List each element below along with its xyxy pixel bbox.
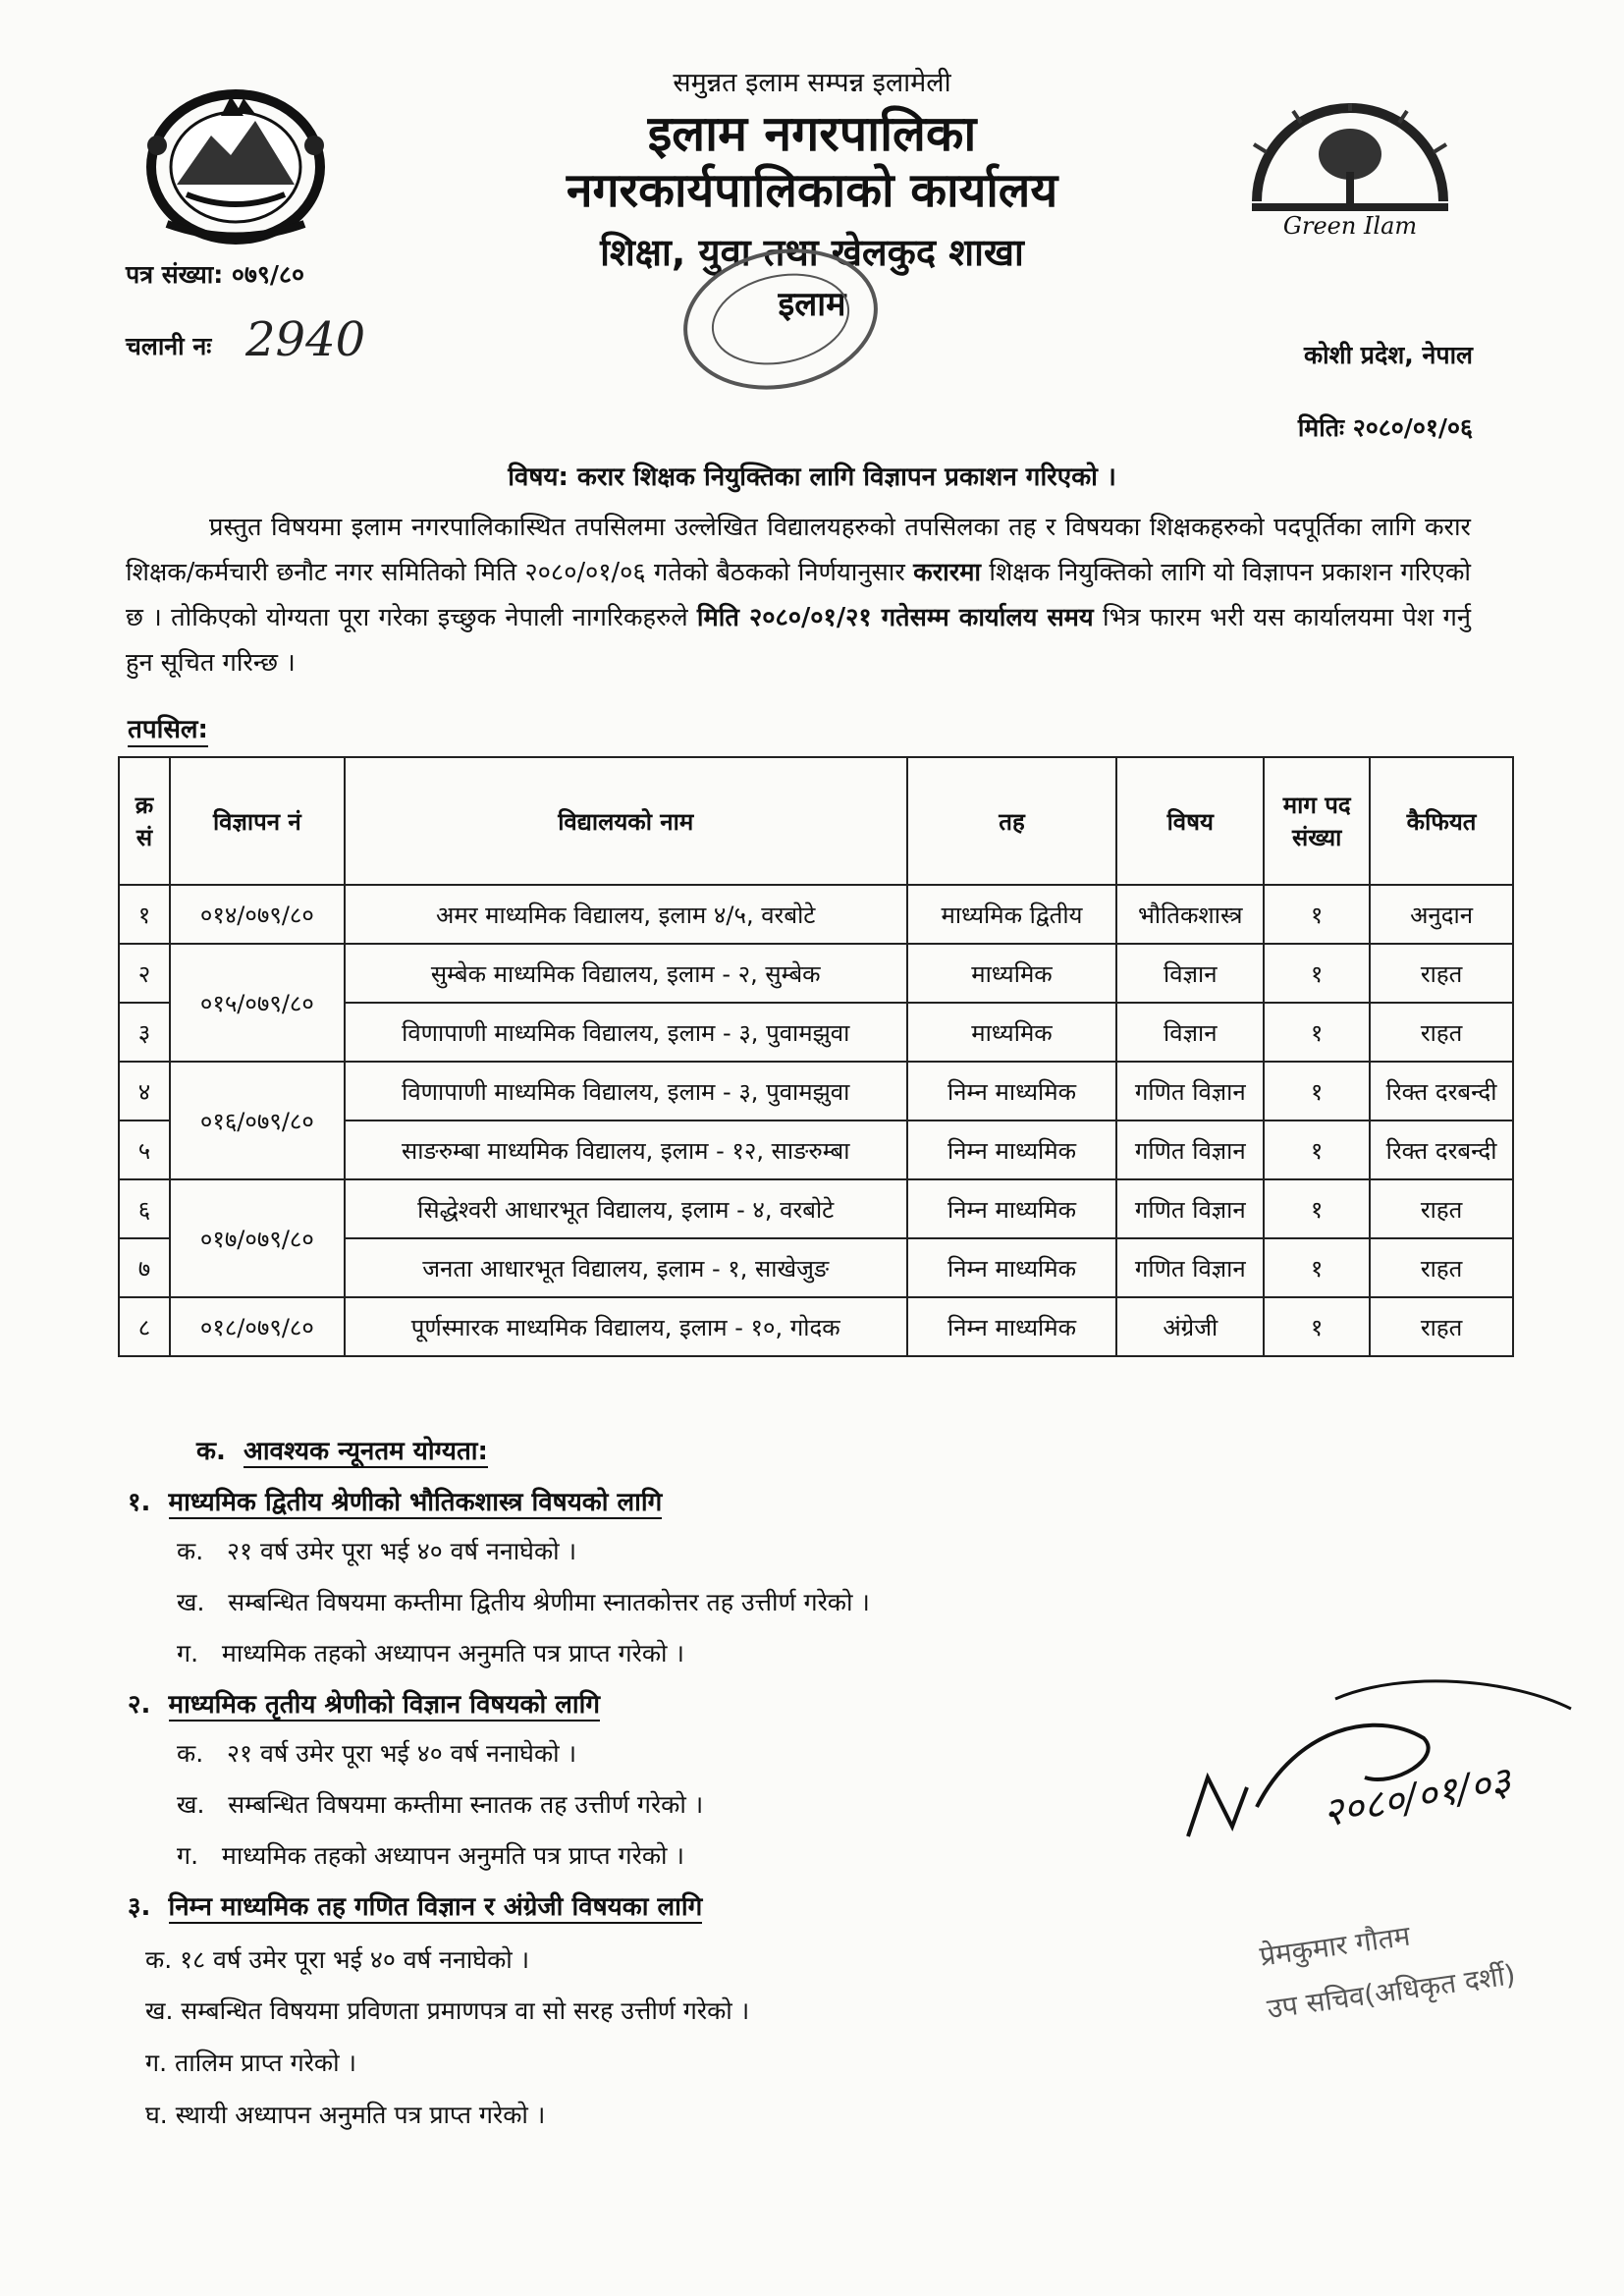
header-ad-number: विज्ञापन नं — [170, 757, 345, 885]
cell-ad-number: ०१५/०७९/८० — [170, 944, 345, 1062]
cell-school: विणापाणी माध्यमिक विद्यालय, इलाम - ३, पुवामझुवा — [345, 1062, 907, 1121]
qualification-title: आवश्यक न्यूनतम योग्यता: — [243, 1437, 488, 1466]
section-number: ३. — [128, 1892, 151, 1922]
cell-sn: ८ — [119, 1297, 170, 1356]
letter-date — [1298, 410, 1473, 444]
requirement-mark: ख. — [145, 1996, 174, 2025]
dispatch-number-value: 2940 — [245, 312, 366, 367]
requirement-text: २१ वर्ष उमेर पूरा भई ४० वर्ष ननाघेको । — [227, 1537, 577, 1565]
cell-remarks: रिक्त दरबन्दी — [1370, 1121, 1513, 1179]
cell-level: निम्न माध्यमिक — [907, 1179, 1117, 1238]
cell-level: निम्न माध्यमिक — [907, 1062, 1117, 1121]
slogan: समुन्नत इलाम सम्पन्न इलामेली — [673, 68, 951, 98]
cell-remarks: राहत — [1370, 1003, 1513, 1062]
city-name: इलाम — [778, 285, 846, 324]
header-sn: क्र सं — [119, 757, 170, 885]
nepal-emblem-icon — [128, 77, 344, 253]
requirement-item — [145, 1994, 749, 2027]
section-heading — [128, 1483, 662, 1518]
header-posts: माग पद संख्या — [1264, 757, 1370, 885]
cell-school: साङरुम्बा माध्यमिक विद्यालय, इलाम - १२, साङरुम्बा — [345, 1121, 907, 1179]
requirement-text: सम्बन्धित विषयमा कम्तीमा स्नातक तह उत्तीर्ण गरेको । — [228, 1790, 704, 1819]
cell-subject: गणित विज्ञान — [1116, 1238, 1264, 1297]
section-number: १. — [128, 1488, 151, 1517]
body-part-3: भित्र फारम भरी यस कार्यालयमा पेश गर्नु हुन सूचित गरिन्छ । — [126, 603, 1472, 678]
officer-stamp — [1257, 1894, 1590, 2094]
cell-posts: १ — [1264, 1062, 1370, 1121]
cell-school: अमर माध्यमिक विद्यालय, इलाम ४/५, वरबोटे — [345, 885, 907, 944]
cell-school: सिद्धेश्वरी आधारभूत विद्यालय, इलाम - ४, वरबोटे — [345, 1179, 907, 1238]
qualification-heading — [196, 1432, 488, 1467]
vacancy-table — [118, 756, 1514, 1357]
requirement-item — [145, 2098, 545, 2131]
requirement-item — [177, 1787, 703, 1821]
cell-ad-number: ०१८/०७९/८० — [170, 1297, 345, 1356]
cell-subject: विज्ञान — [1116, 1003, 1264, 1062]
cell-ad-number: ०१६/०७९/८० — [170, 1062, 345, 1179]
branch-name: शिक्षा, युवा तथा खेलकुद शाखा — [600, 231, 1024, 274]
cell-level: माध्यमिक — [907, 1003, 1117, 1062]
cell-posts: १ — [1264, 885, 1370, 944]
cell-posts: १ — [1264, 1179, 1370, 1238]
cell-remarks: राहत — [1370, 1238, 1513, 1297]
cell-level: निम्न माध्यमिक — [907, 1297, 1117, 1356]
cell-sn: ५ — [119, 1121, 170, 1179]
requirement-mark: घ. — [145, 2101, 168, 2129]
requirement-mark: ख. — [177, 1588, 205, 1616]
qualification-marker: क. — [196, 1437, 226, 1466]
table-row — [119, 1297, 1513, 1356]
body-bold-2: मिति २०८०/०१/२१ गतेसम्म कार्यालय समय — [696, 603, 1094, 632]
date-label: मितिः — [1297, 413, 1345, 442]
signature-icon — [1178, 1669, 1591, 1856]
requirement-text: माध्यमिक तहको अध्यापन अनुमति पत्र प्राप्त गरेको । — [221, 1639, 684, 1667]
cell-remarks: अनुदान — [1370, 885, 1513, 944]
cell-posts: १ — [1264, 1003, 1370, 1062]
body-bold-1: करारमा — [913, 558, 982, 587]
cell-sn: ७ — [119, 1238, 170, 1297]
cell-subject: भौतिकशास्त्र — [1116, 885, 1264, 944]
cell-school: विणापाणी माध्यमिक विद्यालय, इलाम - ३, पुवामझुवा — [345, 1003, 907, 1062]
table-header-row — [119, 757, 1513, 885]
signature-date: २०८०/०१/०३ — [1319, 1758, 1515, 1836]
dispatch-number-label: चलानी नः — [126, 332, 212, 360]
requirement-item — [145, 2046, 356, 2079]
office-stamp-icon — [677, 246, 884, 393]
requirement-text: स्थायी अध्यापन अनुमति पत्र प्राप्त गरेको । — [175, 2101, 546, 2129]
requirement-item — [145, 1942, 529, 1976]
cell-level: माध्यमिक — [907, 944, 1117, 1003]
cell-school: जनता आधारभूत विद्यालय, इलाम - १, साखेजुङ — [345, 1238, 907, 1297]
requirement-text: माध्यमिक तहको अध्यापन अनुमति पत्र प्राप्त गरेको । — [221, 1841, 684, 1870]
cell-remarks: राहत — [1370, 1297, 1513, 1356]
cell-sn: १ — [119, 885, 170, 944]
requirement-item — [177, 1636, 684, 1669]
table-row — [119, 944, 1513, 1003]
cell-subject: गणित विज्ञान — [1116, 1062, 1264, 1121]
cell-posts: १ — [1264, 944, 1370, 1003]
officer-name: प्रेमकुमार गौतम — [1257, 1919, 1413, 1973]
cell-remarks: राहत — [1370, 1179, 1513, 1238]
requirement-item — [177, 1585, 870, 1618]
table-row — [119, 885, 1513, 944]
requirement-mark: क. — [145, 1945, 173, 1974]
cell-sn: ४ — [119, 1062, 170, 1121]
requirement-mark: ख. — [177, 1790, 205, 1819]
requirement-text: तालिम प्राप्त गरेको । — [174, 2049, 357, 2077]
cell-remarks: राहत — [1370, 944, 1513, 1003]
requirement-mark: ग. — [177, 1639, 199, 1667]
letter-number-label: पत्र संख्या: — [126, 260, 224, 289]
section-title: निम्न माध्यमिक तह गणित विज्ञान र अंग्रेजी विषयका लागि — [168, 1892, 703, 1922]
requirement-item — [177, 1534, 576, 1567]
date-value: २०८०/०१/०६ — [1352, 413, 1473, 442]
requirement-text: १८ वर्ष उमेर पूरा भई ४० वर्ष ननाघेको । — [180, 1945, 530, 1974]
green-ilam-label: Green Ilam — [1282, 212, 1418, 240]
cell-subject: गणित विज्ञान — [1116, 1121, 1264, 1179]
requirement-text: सम्बन्धित विषयमा प्रविणता प्रमाणपत्र वा सो सरह उत्तीर्ण गरेको । — [181, 1996, 750, 2025]
section-heading — [128, 1887, 702, 1923]
cell-ad-number: ०१७/०७९/८० — [170, 1179, 345, 1297]
letter-number-value: ०७९/८० — [231, 260, 305, 289]
cell-subject: विज्ञान — [1116, 944, 1264, 1003]
table-row — [119, 1179, 1513, 1238]
cell-sn: ६ — [119, 1179, 170, 1238]
header-subject: विषय — [1116, 757, 1264, 885]
schedule-label: तपसिल: — [128, 710, 208, 747]
cell-level: माध्यमिक द्वितीय — [907, 885, 1117, 944]
cell-level: निम्न माध्यमिक — [907, 1121, 1117, 1179]
office-name: नगरकार्यपालिकाको कार्यालय — [566, 163, 1058, 218]
cell-ad-number: ०१४/०७९/८० — [170, 885, 345, 944]
body-paragraph — [126, 505, 1471, 685]
requirement-item — [177, 1736, 576, 1770]
header-level: तह — [907, 757, 1117, 885]
org-name: इलाम नगरपालिका — [647, 105, 977, 162]
table-row — [119, 1062, 1513, 1121]
cell-subject: गणित विज्ञान — [1116, 1179, 1264, 1238]
cell-remarks: रिक्त दरबन्दी — [1370, 1062, 1513, 1121]
requirement-mark: क. — [177, 1739, 204, 1768]
cell-posts: १ — [1264, 1297, 1370, 1356]
header-school-name: विद्यालयको नाम — [345, 757, 907, 885]
body-part-2: शिक्षक नियुक्तिको लागि यो विज्ञापन प्रकाशन गरिएको छ । तोकिएको योग्यता पूरा गरेका इच्छुक नेपाली नागरिकहरुले — [126, 558, 1472, 632]
requirement-item — [177, 1838, 684, 1872]
requirement-text: सम्बन्धित विषयमा कम्तीमा द्वितीय श्रेणीमा स्नातकोत्तर तह उत्तीर्ण गरेको । — [228, 1588, 870, 1616]
requirement-mark: क. — [177, 1537, 204, 1565]
cell-subject: अंग्रेजी — [1116, 1297, 1264, 1356]
section-title: माध्यमिक तृतीय श्रेणीको विज्ञान विषयको लागि — [168, 1690, 601, 1720]
cell-sn: ३ — [119, 1003, 170, 1062]
section-title: माध्यमिक द्वितीय श्रेणीको भौतिकशास्त्र विषयको लागि — [168, 1488, 663, 1517]
requirement-mark: ग. — [177, 1841, 199, 1870]
cell-school: सुम्बेक माध्यमिक विद्यालय, इलाम - २, सुम्बेक — [345, 944, 907, 1003]
header-remarks: कैफियत — [1370, 757, 1513, 885]
province: कोशी प्रदेश, नेपाल — [1303, 341, 1473, 369]
cell-posts: १ — [1264, 1238, 1370, 1297]
cell-school: पूर्णस्मारक माध्यमिक विद्यालय, इलाम - १०, गोदक — [345, 1297, 907, 1356]
requirement-text: २१ वर्ष उमेर पूरा भई ४० वर्ष ननाघेको । — [227, 1739, 577, 1768]
cell-level: निम्न माध्यमिक — [907, 1238, 1117, 1297]
section-heading — [128, 1685, 600, 1721]
section-number: २. — [128, 1690, 151, 1720]
cell-posts: १ — [1264, 1121, 1370, 1179]
requirement-mark: ग. — [145, 2049, 168, 2077]
officer-title: उप सचिव(अधिकृत दर्शी) — [1265, 1958, 1518, 2026]
cell-sn: २ — [119, 944, 170, 1003]
letter-number — [126, 257, 304, 291]
body-part-1: प्रस्तुत विषयमा इलाम नगरपालिकास्थित तपसिलमा उल्लेखित विद्यालयहरुको तपसिलका तह र विषयका शिक्षकहरुको पदपूर्तिका लागि करार शिक्षक/कर्मचारी छनौट नगर समितिको मिति २०८०/०१/०६ गतेको बैठकको निर्णयानुसार — [126, 513, 1471, 587]
subject-line: विषय: करार शिक्षक नियुक्तिका लागि विज्ञापन प्रकाशन गरिएको । — [508, 463, 1116, 492]
